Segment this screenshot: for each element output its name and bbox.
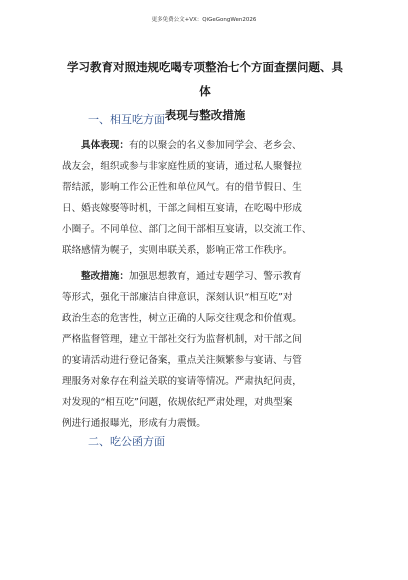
measures-line-6: 理服务对象存在利益关联的宴请等情况。严肃执纪问责， [62, 376, 302, 387]
performance-line-6: 联络感情为幌子，实则串联关系，影响正常工作秩序。 [62, 245, 293, 256]
measures-lead: 整改措施： [81, 271, 129, 282]
performance-paragraph [62, 135, 352, 261]
measures-line-5: 的宴请活动进行登记备案，重点关注频繁参与宴请、与管 [62, 355, 302, 366]
measures-line-7: 对发现的“相互吃”问题，依规依纪严肃处理，对典型案 [62, 397, 293, 408]
title-line-2: 表现与整改措施 [164, 108, 246, 122]
measures-line-1: 加强思想教育，通过专题学习、警示教育 [128, 271, 302, 282]
performance-line-2: 战友会，组织或参与非家庭性质的宴请，通过私人聚餐拉 [62, 161, 302, 172]
section-heading-2: 二、吃公函方面 [88, 435, 165, 448]
measures-line-4: 严格监督管理，建立干部社交行为监督机制，对干部之间 [62, 334, 302, 345]
section-heading-1: 一、相互吃方面 [88, 113, 165, 126]
performance-line-4: 日、婚丧嫁娶等时机，干部之间相互宴请，在吃喝中形成 [62, 203, 302, 214]
measures-line-8: 例进行通报曝光，形成有力震慑。 [62, 418, 206, 429]
watermark-text: 更多免费公文+VX：QiGeGongWen2026 [151, 17, 257, 23]
performance-line-5: 小圈子。不同单位、部门之间干部相互宴请，以交流工作、 [62, 224, 312, 235]
performance-line-3: 帮结派，影响工作公正性和单位风气。有的借节假日、生 [62, 182, 302, 193]
performance-line-1: 有的以聚会的名义参加同学会、老乡会、 [128, 140, 302, 151]
measures-line-3: 政治生态的危害性，树立正确的人际交往观念和价值观。 [62, 313, 302, 324]
paragraph-line [62, 266, 352, 287]
performance-lead: 具体表现： [81, 140, 129, 151]
measures-paragraph [62, 266, 352, 434]
title-line-1: 学习教育对照违规吃喝专项整治七个方面查摆问题、具体 [67, 60, 343, 98]
paragraph-line [62, 135, 352, 156]
measures-line-2: 等形式，强化干部廉洁自律意识，深刻认识“相互吃”对 [62, 292, 293, 303]
